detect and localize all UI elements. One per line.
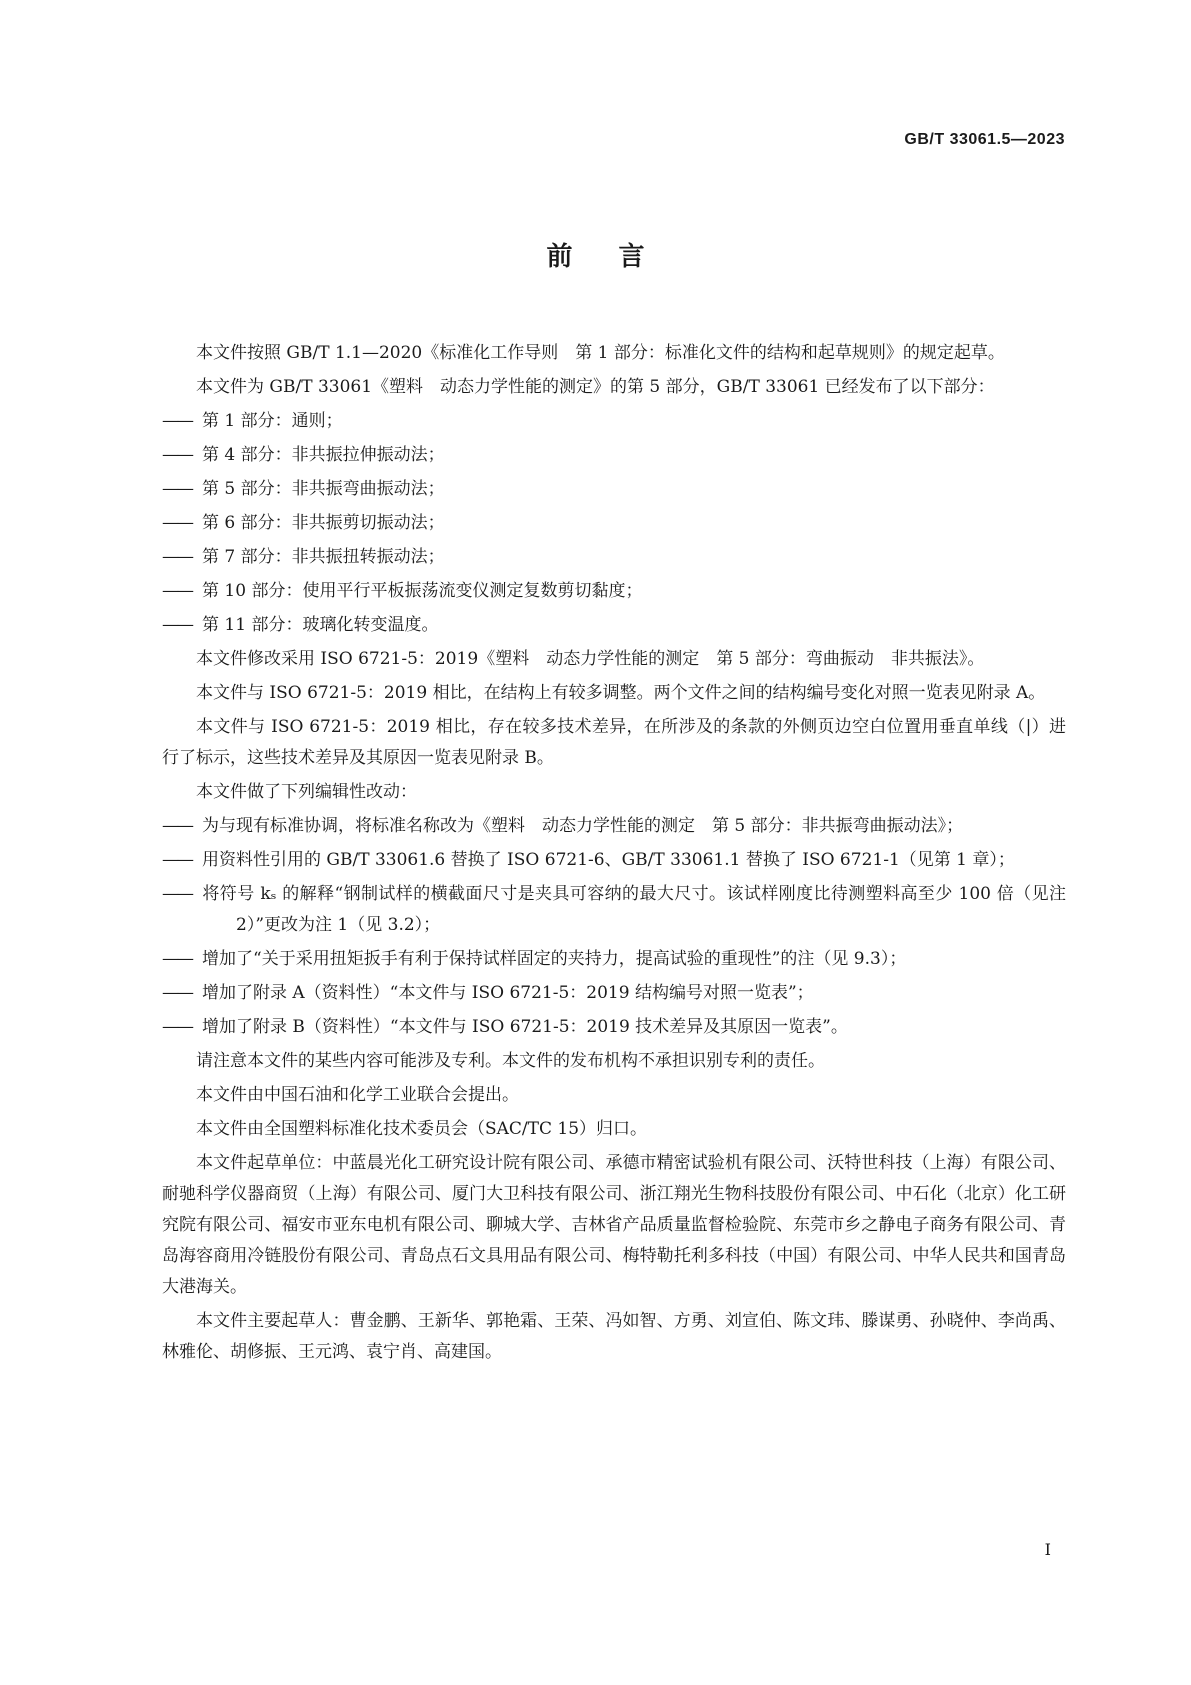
list-item-text: 增加了“关于采用扭矩扳手有利于保持试样固定的夹持力，提高试验的重现性”的注（见 9.3）； xyxy=(202,949,907,969)
list-item xyxy=(162,978,1066,1009)
paragraph: 本文件主要起草人：曹金鹏、王新华、郭艳霜、王荣、冯如智、方勇、刘宣伯、陈文玮、滕谋勇、孙晓仲、李尚禹、林雅伦、胡修振、王元鸿、袁宁肖、高建国。 xyxy=(162,1311,1066,1362)
document-body xyxy=(162,338,1066,1371)
paragraph: 本文件修改采用 ISO 6721-5：2019《塑料 动态力学性能的测定 第 5 部分：弯曲振动 非共振法》。 xyxy=(196,649,985,669)
paragraph: 本文件为 GB/T 33061《塑料 动态力学性能的测定》的第 5 部分，GB/T 33061 已经发布了以下部分： xyxy=(196,377,995,397)
list-item xyxy=(162,811,1066,842)
dash-marker: —— xyxy=(162,581,192,601)
paragraph: 本文件与 ISO 6721-5：2019 相比，在结构上有较多调整。两个文件之间的结构编号变化对照一览表见附录 A。 xyxy=(196,683,1046,703)
dash-marker: —— xyxy=(162,850,192,870)
list-item xyxy=(162,879,1066,941)
parts-list xyxy=(162,406,1066,641)
list-item xyxy=(162,1012,1066,1043)
paragraph: 本文件按照 GB/T 1.1—2020《标准化工作导则 第 1 部分：标准化文件的结构和起草规则》的规定起草。 xyxy=(196,343,1005,363)
dash-marker: —— xyxy=(162,513,192,533)
dash-marker: —— xyxy=(162,1017,192,1037)
list-item xyxy=(162,508,1066,539)
list-item xyxy=(162,944,1066,975)
paragraph: 本文件由中国石油和化学工业联合会提出。 xyxy=(196,1085,519,1105)
list-item-text: 第 11 部分：玻璃化转变温度。 xyxy=(202,615,439,635)
list-item-text: 将符号 kₛ 的解释“钢制试样的横截面尺寸是夹具可容纳的最大尺寸。该试样刚度比待测塑料高至少 100 倍（见注 2）”更改为注 1（见 3.2）； xyxy=(202,884,1066,935)
list-item-text: 第 7 部分：非共振扭转振动法； xyxy=(202,547,445,567)
list-item xyxy=(162,845,1066,876)
list-item xyxy=(162,542,1066,573)
page-title: 前言 xyxy=(546,242,691,272)
page-number: I xyxy=(1044,1540,1051,1559)
list-item xyxy=(162,576,1066,607)
dash-marker: —— xyxy=(162,411,192,431)
dash-marker: —— xyxy=(162,884,192,904)
dash-marker: —— xyxy=(162,547,192,567)
dash-marker: —— xyxy=(162,615,192,635)
list-item-text: 第 10 部分：使用平行平板振荡流变仪测定复数剪切黏度； xyxy=(202,581,643,601)
list-item-text: 用资料性引用的 GB/T 33061.6 替换了 ISO 6721-6、GB/T 33061.1 替换了 ISO 6721-1（见第 1 章）； xyxy=(202,850,1015,870)
list-item-text: 增加了附录 B（资料性）“本文件与 ISO 6721-5：2019 技术差异及其原因一览表”。 xyxy=(202,1017,848,1037)
paragraph: 本文件由全国塑料标准化技术委员会（SAC/TC 15）归口。 xyxy=(196,1119,648,1139)
paragraph: 本文件做了下列编辑性改动： xyxy=(196,782,417,802)
list-item xyxy=(162,440,1066,471)
paragraph: 请注意本文件的某些内容可能涉及专利。本文件的发布机构不承担识别专利的责任。 xyxy=(196,1051,825,1071)
list-item xyxy=(162,406,1066,437)
list-item-text: 增加了附录 A（资料性）“本文件与 ISO 6721-5：2019 结构编号对照一览表”； xyxy=(202,983,814,1003)
dash-marker: —— xyxy=(162,816,192,836)
list-item xyxy=(162,474,1066,505)
list-item-text: 为与现有标准协调，将标准名称改为《塑料 动态力学性能的测定 第 5 部分：非共振弯曲振动法》； xyxy=(202,816,964,836)
dash-marker: —— xyxy=(162,479,192,499)
doc-code: GB/T 33061.5—2023 xyxy=(904,131,1065,148)
dash-marker: —— xyxy=(162,983,192,1003)
list-item-text: 第 5 部分：非共振弯曲振动法； xyxy=(202,479,445,499)
list-item-text: 第 1 部分：通则； xyxy=(202,411,343,431)
list-item-text: 第 4 部分：非共振拉伸振动法； xyxy=(202,445,445,465)
paragraph: 本文件与 ISO 6721-5：2019 相比，存在较多技术差异，在所涉及的条款的外侧页边空白位置用垂直单线（|）进行了标示，这些技术差异及其原因一览表见附录 B。 xyxy=(162,717,1066,768)
paragraph: 本文件起草单位：中蓝晨光化工研究设计院有限公司、承德市精密试验机有限公司、沃特世科技（上海）有限公司、耐驰科学仪器商贸（上海）有限公司、厦门大卫科技有限公司、浙江翔光生物科技股份有限公司、中石化（北京）化工研究院有限公司、福安市亚东电机有限公司、聊城大学、吉林省产品质量监督检验院、东莞市乡之静电子商务有限公司、青岛海容商用冷链股份有限公司、青岛点石文具用品有限公司、梅特勒托利多科技（中国）有限公司、中华人民共和国青岛大港海关。 xyxy=(162,1153,1066,1297)
dash-marker: —— xyxy=(162,949,192,969)
dash-marker: —— xyxy=(162,445,192,465)
changes-list xyxy=(162,811,1066,1043)
list-item-text: 第 6 部分：非共振剪切振动法； xyxy=(202,513,445,533)
list-item xyxy=(162,610,1066,641)
